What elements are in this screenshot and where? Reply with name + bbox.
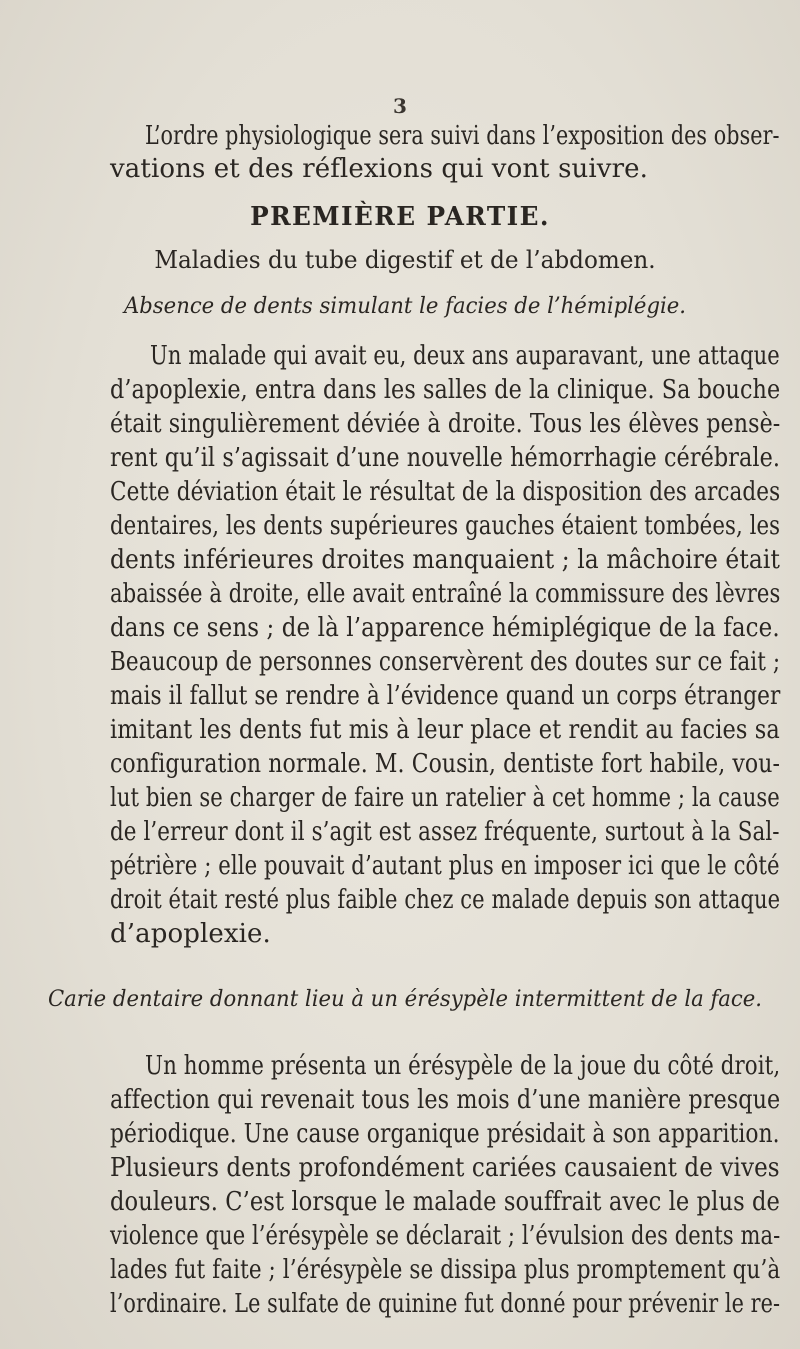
paragraph-line: Plusieurs dents profondément cariées causaient de vives (110, 1153, 780, 1183)
section-heading-carie-dentaire: Carie dentaire donnant lieu à un érésypèle intermittent de la face. (47, 987, 763, 1012)
paragraph-line: de l’erreur dont il s’agit est assez fréquente, surtout à la Sal- (110, 817, 780, 847)
paragraph-line: Beaucoup de personnes conservèrent des doutes sur ce fait ; (110, 647, 781, 677)
part-title: PREMIÈRE PARTIE. (250, 202, 550, 232)
paragraph-line: abaissée à droite, elle avait entraîné la commissure des lèvres (110, 579, 781, 609)
intro-line: L’ordre physiologique sera suivi dans l’exposition des obser- (145, 121, 780, 151)
paragraph-line: d’apoplexie. (110, 919, 271, 949)
paragraph-line: d’apoplexie, entra dans les salles de la clinique. Sa bouche (110, 375, 781, 405)
paragraph-line: lut bien se charger de faire un ratelier à cet homme ; la cause (110, 783, 780, 813)
paragraph-line: Un homme présenta un érésypèle de la joue du côté droit, (145, 1051, 781, 1081)
section-heading-absence-de-dents: Absence de dents simulant le facies de l’hémiplégie. (123, 294, 687, 319)
page-number: 3 (393, 94, 407, 118)
paragraph-line: périodique. Une cause organique présidait à son apparition. (110, 1119, 780, 1149)
paragraph-line: pétrière ; elle pouvait d’autant plus en imposer ici que le côté (110, 851, 780, 881)
paragraph-line: affection qui revenait tous les mois d’une manière presque (110, 1085, 781, 1115)
paragraph-line: Un malade qui avait eu, deux ans auparavant, une attaque (150, 341, 780, 371)
part-subtitle: Maladies du tube digestif et de l’abdomen. (154, 246, 656, 274)
paragraph-line: mais il fallut se rendre à l’évidence quand un corps étranger (110, 681, 781, 711)
paragraph-line: dentaires, les dents supérieures gauches étaient tombées, les (110, 511, 781, 541)
paragraph-line: lades fut faite ; l’érésypèle se dissipa plus promptement qu’à (110, 1255, 781, 1285)
intro-line: vations et des réflexions qui vont suivre. (110, 154, 648, 184)
paragraph-line: droit était resté plus faible chez ce malade depuis son attaque (110, 885, 781, 915)
paragraph-line: dents inférieures droites manquaient ; la mâchoire était (110, 545, 780, 575)
paragraph-line: était singulièrement déviée à droite. Tous les élèves pensè- (110, 409, 781, 439)
paragraph-line: douleurs. C’est lorsque le malade souffrait avec le plus de (110, 1187, 780, 1217)
paragraph-line: configuration normale. M. Cousin, dentiste fort habile, vou- (110, 749, 780, 779)
paragraph-line: l’ordinaire. Le sulfate de quinine fut donné pour prévenir le re- (110, 1289, 781, 1319)
paragraph-line: rent qu’il s’agissait d’une nouvelle hémorrhagie cérébrale. (110, 443, 781, 473)
paragraph-line: Cette déviation était le résultat de la disposition des arcades (110, 477, 781, 507)
paragraph-line: imitant les dents fut mis à leur place et rendit au facies sa (110, 715, 780, 745)
paragraph-line: dans ce sens ; de là l’apparence hémiplégique de la face. (110, 613, 780, 643)
paragraph-line: violence que l’érésypèle se déclarait ; l’évulsion des dents ma- (110, 1221, 781, 1251)
